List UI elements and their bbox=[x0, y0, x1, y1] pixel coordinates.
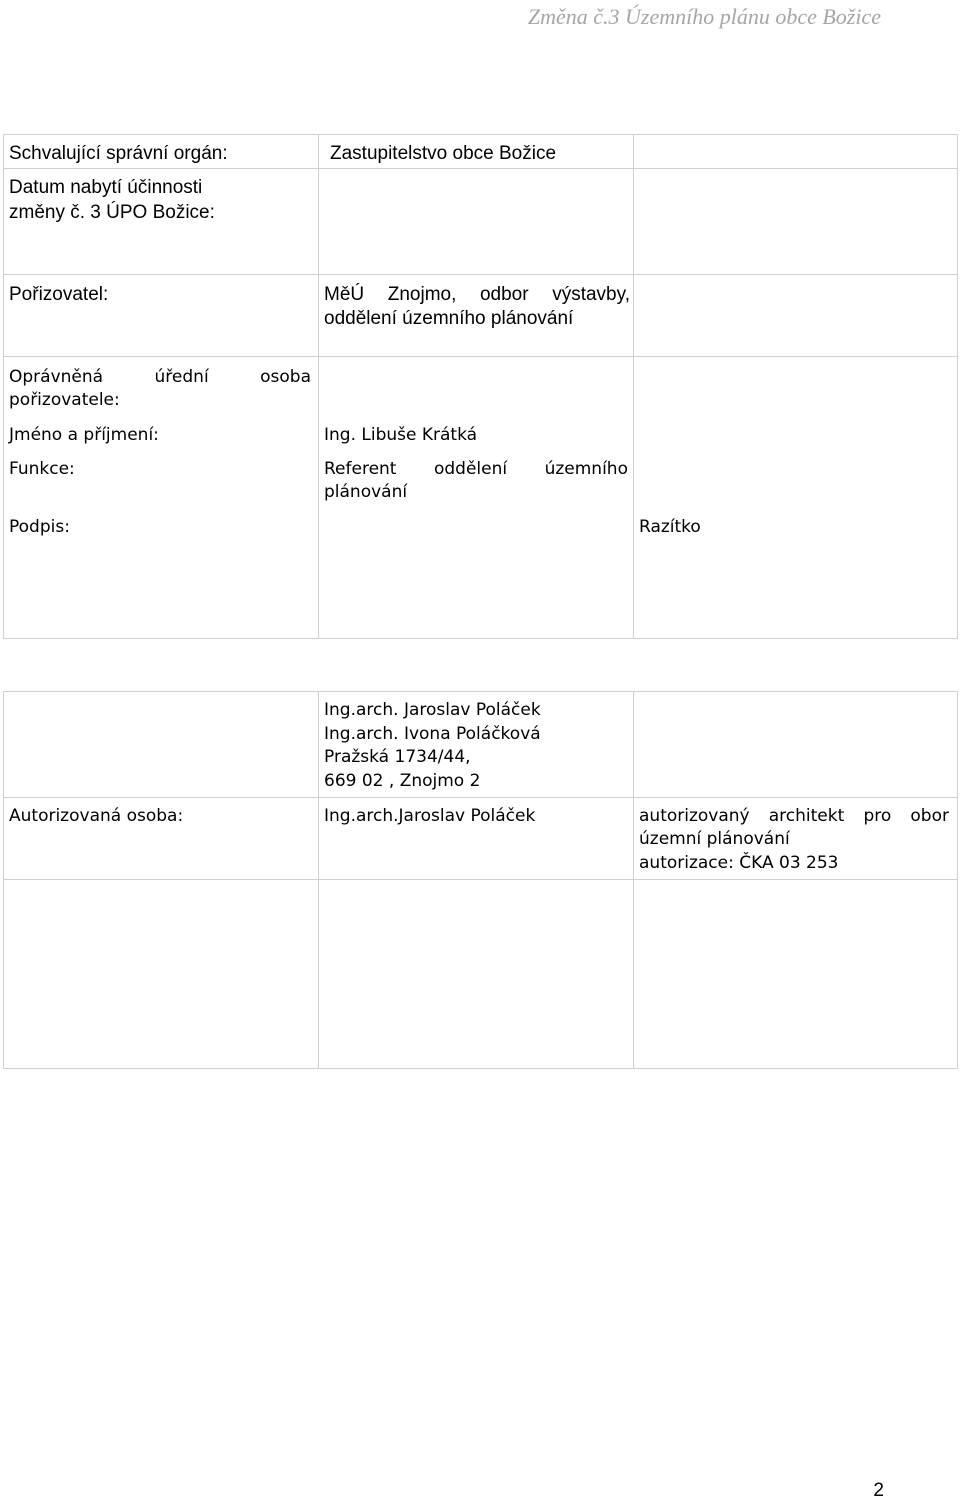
function-word: Referent bbox=[324, 459, 397, 479]
official-label-line-2: pořizovatele: bbox=[9, 390, 120, 410]
function-word: oddělení bbox=[433, 459, 508, 479]
authorization-word: architekt bbox=[768, 806, 845, 826]
designer-table bbox=[3, 691, 958, 1069]
official-name-label: Jméno a příjmení: bbox=[9, 425, 159, 445]
designer-line-1: Ing.arch. Jaroslav Poláček bbox=[324, 700, 541, 720]
function-word: územního bbox=[544, 459, 628, 479]
procurer-value-line-2: oddělení územního plánování bbox=[324, 308, 574, 329]
effective-date-label-line-2: změny č. 3 ÚPO Božice: bbox=[9, 202, 215, 223]
official-word: úřední bbox=[154, 367, 209, 387]
effective-date-label-line-1: Datum nabytí účinnosti bbox=[9, 177, 203, 198]
official-function-value-line-1 bbox=[324, 459, 628, 479]
authorization-word: pro bbox=[863, 806, 892, 826]
procurer-word: výstavby, bbox=[552, 284, 630, 305]
stamp-label: Razítko bbox=[639, 517, 701, 537]
official-function-label: Funkce: bbox=[9, 459, 75, 479]
official-word: Oprávněná bbox=[9, 367, 104, 387]
procurer-label: Pořizovatel: bbox=[9, 284, 109, 305]
authorization-line-1 bbox=[639, 806, 949, 826]
procurer-word: Znojmo, bbox=[387, 284, 457, 305]
authorized-person-name: Ing.arch.Jaroslav Poláček bbox=[324, 806, 536, 826]
designer-line-2: Ing.arch. Ivona Poláčková bbox=[324, 724, 541, 744]
authorization-line-3: autorizace: ČKA 03 253 bbox=[639, 853, 839, 873]
official-name-value: Ing. Libuše Krátká bbox=[324, 425, 478, 445]
page-number: 2 bbox=[873, 1480, 884, 1501]
authorized-person-label: Autorizovaná osoba: bbox=[9, 806, 184, 826]
approval-organ-value: Zastupitelstvo obce Božice bbox=[330, 143, 557, 164]
authorization-word: autorizovaný bbox=[639, 806, 750, 826]
procurer-value-line-1 bbox=[324, 284, 630, 306]
approval-organ-label: Schvalující správní orgán: bbox=[9, 143, 228, 164]
procurer-word: odbor bbox=[479, 284, 529, 305]
authorization-word: obor bbox=[910, 806, 949, 826]
designer-line-4: 669 02 , Znojmo 2 bbox=[324, 771, 481, 791]
designer-line-3: Pražská 1734/44, bbox=[324, 747, 471, 767]
document-header-title: Změna č.3 Územního plánu obce Božice bbox=[527, 4, 881, 29]
authorization-line-2: územní plánování bbox=[639, 829, 790, 849]
official-word: osoba bbox=[260, 367, 311, 387]
signature-label: Podpis: bbox=[9, 517, 70, 537]
official-function-value-line-2: plánování bbox=[324, 482, 408, 502]
procurer-word: MěÚ bbox=[324, 284, 365, 305]
official-label-line-1 bbox=[9, 367, 311, 387]
